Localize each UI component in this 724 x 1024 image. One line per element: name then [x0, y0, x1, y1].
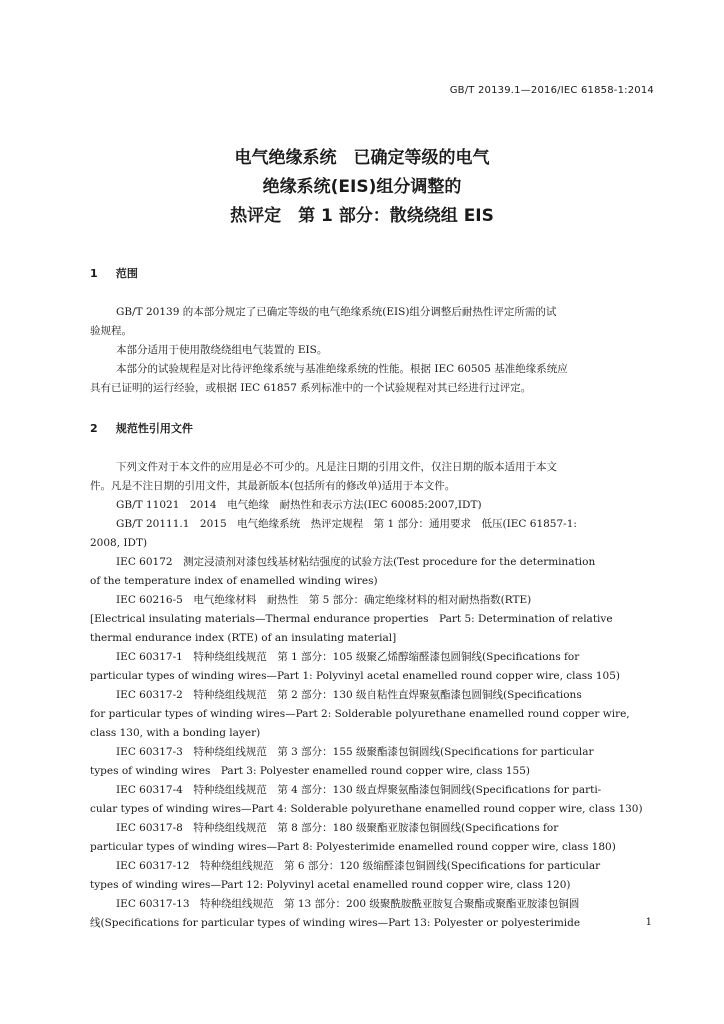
reference-line: GB/T 11021 2014 电气绝缘 耐热性和表示方法(IEC 60085:2007,IDT) — [116, 499, 482, 511]
text-line: 件。凡是不注日期的引用文件，其最新版本(包括所有的修改单)适用于本文件。 — [90, 480, 456, 492]
reference-line: IEC 60317-1 特种绕组线规范 第 1 部分：105 级聚乙烯醇缩醛漆包圆铜线(Specifications for — [116, 651, 580, 663]
reference-line: IEC 60216-5 电气绝缘材料 耐热性 第 5 部分：确定绝缘材料的相对耐热指数(RTE) — [116, 594, 532, 606]
reference-line: thermal endurance index (RTE) of an insulating material] — [90, 632, 397, 644]
section-number: 2 — [90, 422, 98, 435]
reference-line: IEC 60317-12 特种绕组线规范 第 6 部分：120 级缩醛漆包铜圆线(Specifications for particular — [116, 860, 601, 872]
text-line: 本部分适用于使用散绕绕组电气装置的 EIS。 — [116, 344, 328, 356]
reference-line: [Electrical insulating materials—Thermal endurance properties Part 5: Determination of relative — [90, 613, 613, 625]
text-line: GB/T 20139 的本部分规定了已确定等级的电气绝缘系统(EIS)组分调整后耐热性评定所需的试 — [116, 306, 557, 318]
section-1-paragraph-2 — [90, 341, 652, 360]
section-1-heading — [90, 265, 138, 281]
reference-line: particular types of winding wires—Part 8: Polyesterimide enamelled round copper wire, class 180) — [90, 841, 616, 853]
normative-references-list — [90, 496, 652, 933]
reference-line: IEC 60317-13 特种绕组线规范 第 13 部分：200 级聚酰胺酰亚胺复合聚酯或聚酯亚胺漆包铜圆 — [116, 898, 580, 910]
reference-line: types of winding wires Part 3: Polyester enamelled round copper wire, class 155) — [90, 765, 531, 777]
title-line-2: 绝缘系统(EIS)组分调整的 — [262, 177, 462, 197]
section-title: 范围 — [115, 267, 138, 280]
reference-line: for particular types of winding wires—Part 2: Solderable polyurethane enamelled round copper wire, — [90, 708, 630, 720]
reference-line: IEC 60317-4 特种绕组线规范 第 4 部分：130 级直焊聚氨酯漆包铜圆线(Specifications for parti- — [116, 784, 602, 796]
section-1-paragraph-1 — [90, 303, 652, 341]
reference-line: IEC 60317-8 特种绕组线规范 第 8 部分：180 级聚酯亚胺漆包铜圆线(Specifications for — [116, 822, 559, 834]
reference-line: 2008, IDT) — [90, 537, 148, 549]
section-1-paragraph-3 — [90, 360, 652, 398]
reference-line: GB/T 20111.1 2015 电气绝缘系统 热评定规程 第 1 部分：通用要求 低压(IEC 61857-1: — [116, 518, 577, 530]
standard-code-header: GB/T 20139.1—2016/IEC 61858-1:2014 — [449, 85, 654, 96]
reference-line: IEC 60317-3 特种绕组线规范 第 3 部分：155 级聚酯漆包铜圆线(Specifications for particular — [116, 746, 594, 758]
reference-line: particular types of winding wires—Part 1: Polyvinyl acetal enamelled round copper wire, class 105) — [90, 670, 621, 682]
section-number: 1 — [90, 267, 98, 280]
section-title: 规范性引用文件 — [115, 422, 193, 435]
text-line: 本部分的试验规程是对比待评绝缘系统与基准绝缘系统的性能。根据 IEC 60505 基准绝缘系统应 — [116, 363, 568, 375]
document-title — [0, 144, 724, 231]
reference-line: class 130, with a bonding layer) — [90, 727, 261, 739]
reference-line: IEC 60172 测定浸渍剂对漆包线基材粘结强度的试验方法(Test procedure for the determination — [116, 556, 596, 568]
section-2-intro — [90, 458, 652, 496]
text-line: 具有已证明的运行经验，或根据 IEC 61857 系列标准中的一个试验规程对其已经进行过评定。 — [90, 382, 532, 394]
text-line: 下列文件对于本文件的应用是必不可少的。凡是注日期的引用文件，仅注日期的版本适用于本文 — [116, 461, 557, 473]
reference-line: cular types of winding wires—Part 4: Solderable polyurethane enamelled round copper wire, class 130) — [90, 803, 643, 815]
reference-line: IEC 60317-2 特种绕组线规范 第 2 部分：130 级自粘性直焊聚氨酯漆包圆铜线(Specifications — [116, 689, 582, 701]
page-number: 1 — [645, 917, 652, 928]
text-line: 验规程。 — [90, 325, 132, 337]
title-line-1: 电气绝缘系统 已确定等级的电气 — [234, 148, 490, 168]
reference-line: 线(Specifications for particular types of winding wires—Part 13: Polyester or polyesterimide — [90, 917, 581, 929]
reference-line: types of winding wires—Part 12: Polyvinyl acetal enamelled round copper wire, class 120) — [90, 879, 571, 891]
reference-line: of the temperature index of enamelled winding wires) — [90, 575, 378, 587]
title-line-3: 热评定 第 1 部分：散绕绕组 EIS — [230, 206, 494, 226]
section-2-heading — [90, 420, 193, 436]
